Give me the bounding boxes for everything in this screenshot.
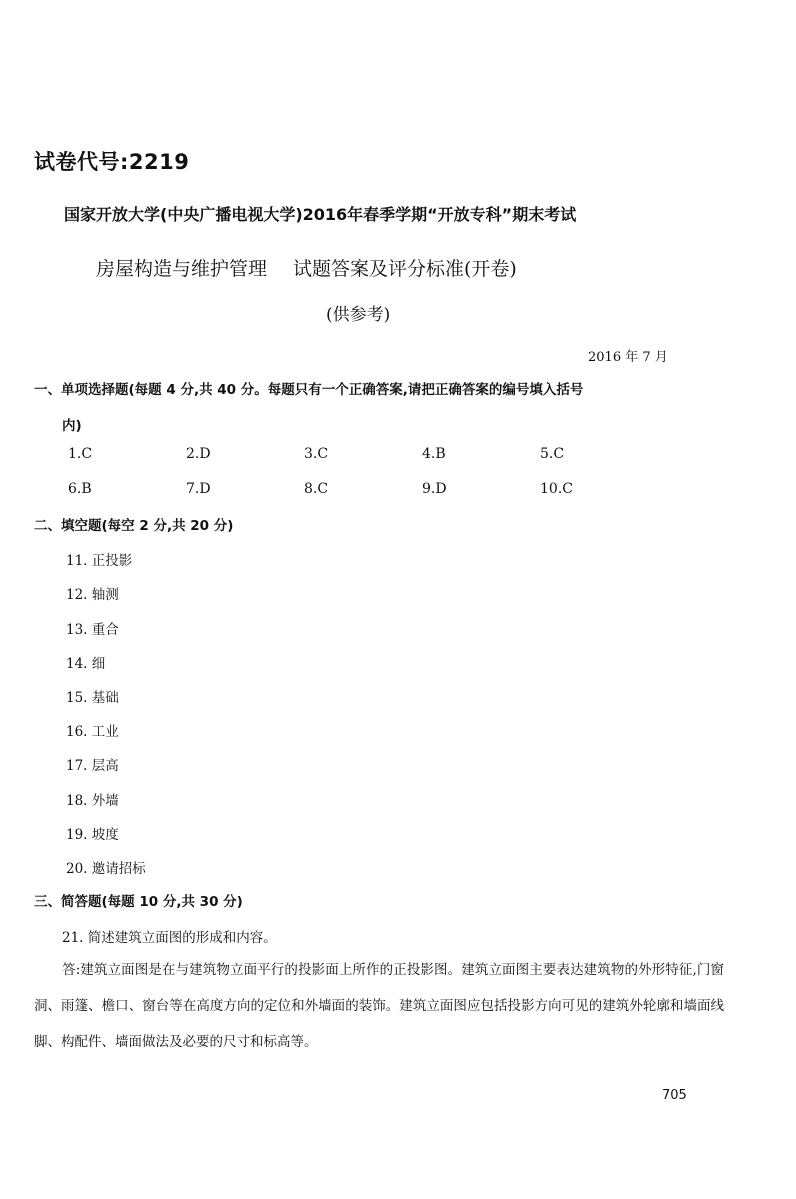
fill-answer-13: 13. 重合 (66, 622, 119, 638)
mc-answer-5: 5.C (540, 446, 565, 462)
section2-title: 二、填空题(每空 2 分,共 20 分) (34, 518, 234, 534)
fill-answer-19: 19. 坡度 (66, 827, 119, 843)
fill-answer-16: 16. 工业 (66, 724, 119, 740)
page-number: 705 (662, 1088, 687, 1103)
mc-answer-4: 4.B (422, 446, 446, 462)
subject-name: 房屋构造与维护管理 (96, 258, 268, 280)
mc-answer-7: 7.D (186, 481, 211, 497)
section1-title-cont: 内) (62, 418, 82, 434)
subject-subtitle: 试题答案及评分标准(开卷) (293, 258, 517, 280)
fill-answer-15: 15. 基础 (66, 690, 119, 706)
fill-answer-17: 17. 层高 (66, 758, 119, 774)
mc-answer-9: 9.D (422, 481, 447, 497)
fill-answer-20: 20. 邀请招标 (66, 861, 146, 877)
subject-title (96, 254, 517, 281)
reference-note: (供参考) (326, 305, 391, 325)
fill-answer-14: 14. 细 (66, 656, 106, 672)
question-21: 21. 简述建筑立面图的形成和内容。 (62, 930, 277, 946)
answer-21 (34, 952, 724, 1060)
mc-answer-10: 10.C (540, 481, 573, 497)
section1-title: 一、单项选择题(每题 4 分,共 40 分。每题只有一个正确答案,请把正确答案的编号填入括号 (34, 382, 584, 398)
mc-answer-3: 3.C (304, 446, 329, 462)
fill-answer-18: 18. 外墙 (66, 793, 119, 809)
section3-title: 三、简答题(每题 10 分,共 30 分) (34, 894, 243, 910)
mc-answer-2: 2.D (186, 446, 211, 462)
fill-answer-11: 11. 正投影 (66, 553, 133, 569)
fill-answer-12: 12. 轴测 (66, 587, 119, 603)
answer-21-text: 答:建筑立面图是在与建筑物立面平行的投影面上所作的正投影图。建筑立面图主要表达建筑物的外形特征,门窗洞、雨篷、檐口、窗台等在高度方向的定位和外墙面的装饰。建筑立面图应包括投影方向可见的建筑外轮廓和墙面线脚、构配件、墙面做法及必要的尺寸和标高等。 (34, 962, 724, 1050)
mc-answer-8: 8.C (304, 481, 329, 497)
paper-code: 试卷代号:2219 (34, 150, 190, 174)
exam-title: 国家开放大学(中央广播电视大学)2016年春季学期“开放专科”期末考试 (64, 205, 577, 224)
mc-answer-1: 1.C (68, 446, 93, 462)
exam-date: 2016 年 7 月 (588, 350, 668, 365)
mc-answer-6: 6.B (68, 481, 92, 497)
